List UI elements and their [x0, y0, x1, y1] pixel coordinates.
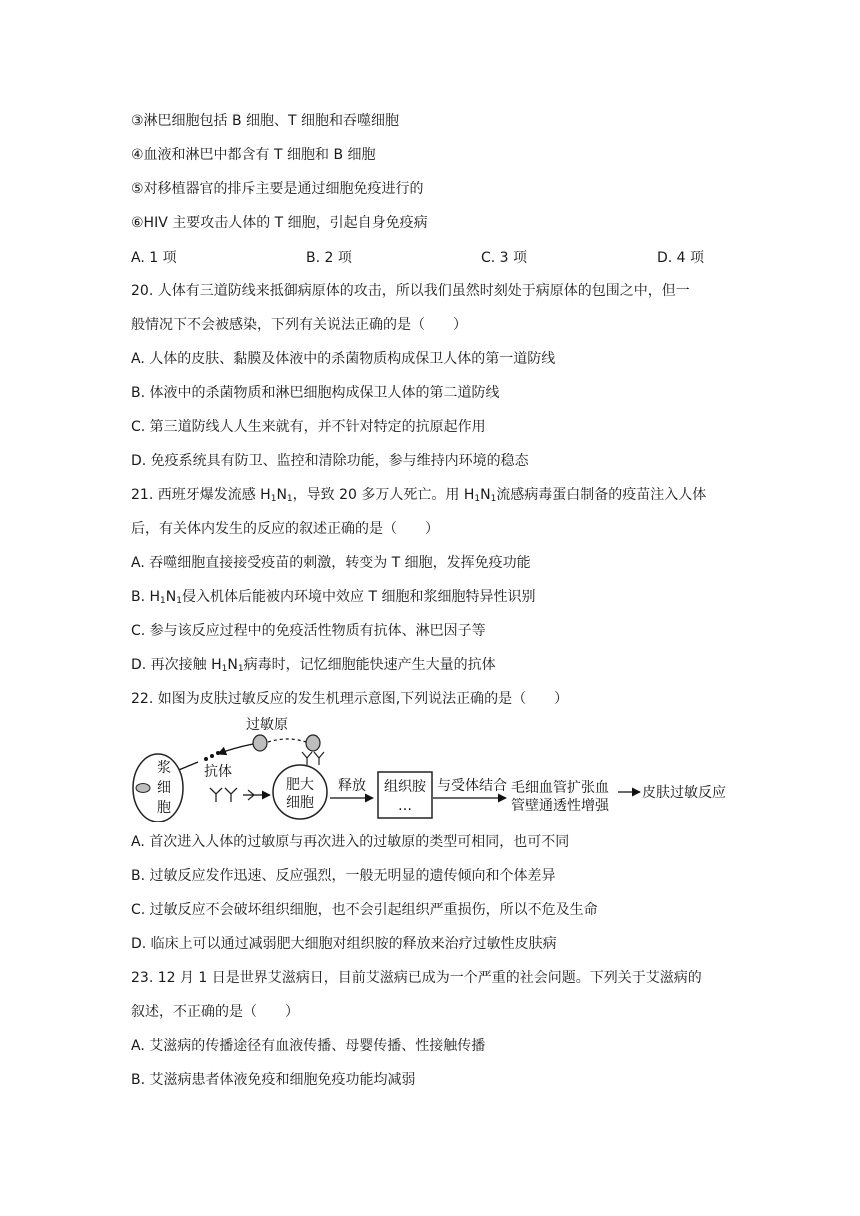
q19-option-b: B. 2 项	[306, 250, 352, 266]
q20-option-a: A. 人体的皮肤、黏膜及体液中的杀菌物质构成保卫人体的第一道防线	[131, 351, 556, 367]
letter-n: N	[276, 487, 287, 503]
subscript-1: 1	[237, 664, 244, 674]
q21-option-b-part2: 侵入机体后能被内环境中效应 T 细胞和浆细胞特异性识别	[182, 589, 536, 605]
subscript-1: 1	[286, 494, 293, 504]
plasma-cell-nucleus	[136, 784, 150, 793]
plasma-cell-label: 浆	[157, 760, 171, 776]
dot	[216, 751, 220, 755]
letter-n: N	[227, 657, 238, 673]
q21-option-b-part1: B. H	[131, 589, 161, 605]
capillary-label-line2: 管壁通透性增强	[511, 798, 609, 814]
q20-option-c: C. 第三道防线人人生来就有，并不针对特定的抗原起作用	[131, 419, 486, 435]
q19-statement-3: ③淋巴细胞包括 B 细胞、T 细胞和吞噬细胞	[131, 113, 400, 129]
q22-stem: 22. 如图为皮肤过敏反应的发生机理示意图,下列说法正确的是（ ）	[131, 691, 569, 707]
q22-option-a: A. 首次进入人体的过敏原与再次进入的过敏原的类型可相同，也可不同	[131, 834, 570, 850]
histamine-ellipsis: …	[398, 798, 412, 814]
q22-option-b: B. 过敏反应发作迅速、反应强烈，一般无明显的遗传倾向和个体差异	[131, 868, 556, 884]
q23-option-b: B. 艾滋病患者体液免疫和细胞免疫功能均减弱	[131, 1072, 416, 1088]
q23-stem-line2: 叙述，不正确的是（ ）	[131, 1004, 299, 1020]
q21-stem-line1	[131, 485, 706, 505]
plasma-cell-label: 胞	[157, 800, 171, 816]
q21-option-d-part2: 病毒时，记忆细胞能快速产生大量的抗体	[243, 657, 496, 673]
plasma-cell-label: 细	[157, 780, 171, 796]
letter-n: N	[165, 589, 177, 605]
letter-n: N	[480, 487, 491, 503]
mast-cell-label: 细胞	[286, 795, 314, 811]
q21-option-d	[131, 655, 496, 675]
q19-statement-4: ④血液和淋巴中都含有 T 细胞和 B 细胞	[131, 147, 376, 163]
q20-stem-line2: 般情况下不会被感染，下列有关说法正确的是（ ）	[131, 317, 467, 333]
mast-cell-receptor-icon	[302, 752, 324, 765]
q21-option-d-part1: D. 再次接触 H	[131, 657, 222, 673]
antibody-label: 抗体	[204, 764, 232, 780]
q21-stem-part2: ，导致 20 多万人死亡。用 H	[292, 487, 475, 503]
allergen-label: 过敏原	[246, 717, 288, 733]
q19-option-d: D. 4 项	[657, 250, 705, 266]
allergen-particle	[253, 735, 267, 751]
q21-option-c: C. 参与该反应过程中的免疫活性物质有抗体、淋巴因子等	[131, 623, 486, 639]
release-label: 释放	[338, 778, 366, 794]
q19-options	[131, 247, 731, 267]
subscript-1: 1	[221, 664, 228, 674]
allergy-mechanism-diagram	[128, 712, 732, 822]
q23-stem-line1: 23. 12 月 1 日是世界艾滋病日，目前艾滋病已成为一个严重的社会问题。下列关于艾滋病的	[131, 970, 702, 986]
allergen-dashed-link	[268, 739, 306, 742]
subscript-1: 1	[270, 494, 277, 504]
result-label: 皮肤过敏反应	[642, 785, 726, 801]
subscript-1: 1	[176, 596, 182, 606]
q22-option-c: C. 过敏反应不会破坏组织细胞，也不会引起组织严重损伤，所以不危及生命	[131, 902, 598, 918]
antibody-icon	[210, 788, 237, 802]
histamine-label: 组织胺	[384, 779, 426, 795]
allergen-arrow-to-plasma	[218, 744, 253, 754]
subscript-1: 1	[474, 494, 481, 504]
q21-option-b	[131, 587, 535, 607]
dot	[210, 754, 214, 758]
q19-statement-5: ⑤对移植器官的排斥主要是通过细胞免疫进行的	[131, 181, 424, 197]
dot	[204, 757, 208, 761]
q23-option-a: A. 艾滋病的传播途径有血液传播、母婴传播、性接触传播	[131, 1038, 486, 1054]
subscript-1: 1	[160, 596, 166, 606]
q19-option-c: C. 3 项	[481, 250, 528, 266]
q19-option-a: A. 1 项	[131, 250, 177, 266]
q20-option-d: D. 免疫系统具有防卫、监控和清除功能，参与维持内环境的稳态	[131, 453, 529, 469]
q21-stem-part3: 流感病毒蛋白制备的疫苗注入人体	[496, 487, 707, 503]
allergen-particle-bound	[306, 735, 320, 751]
subscript-1: 1	[490, 494, 497, 504]
q20-stem-line1: 20. 人体有三道防线来抵御病原体的攻击，所以我们虽然时刻处于病原体的包围之中，但一	[131, 283, 690, 299]
q20-option-b: B. 体液中的杀菌物质和淋巴细胞构成保卫人体的第二道防线	[131, 385, 500, 401]
q22-option-d: D. 临床上可以通过减弱肥大细胞对组织胺的释放来治疗过敏性皮肤病	[131, 936, 557, 952]
bind-receptor-label: 与受体结合	[437, 778, 507, 794]
capillary-label-line1: 毛细血管扩张血	[511, 780, 609, 796]
q21-stem-part1: 21. 西班牙爆发流感 H	[131, 487, 271, 503]
q21-option-a: A. 吞噬细胞直接接受疫苗的刺激，转变为 T 细胞，发挥免疫功能	[131, 555, 531, 571]
q19-statement-6: ⑥HIV 主要攻击人体的 T 细胞，引起自身免疫病	[131, 215, 428, 231]
q21-stem-line2: 后，有关体内发生的反应的叙述正确的是（ ）	[131, 521, 439, 537]
mast-cell-label: 肥大	[286, 777, 314, 793]
